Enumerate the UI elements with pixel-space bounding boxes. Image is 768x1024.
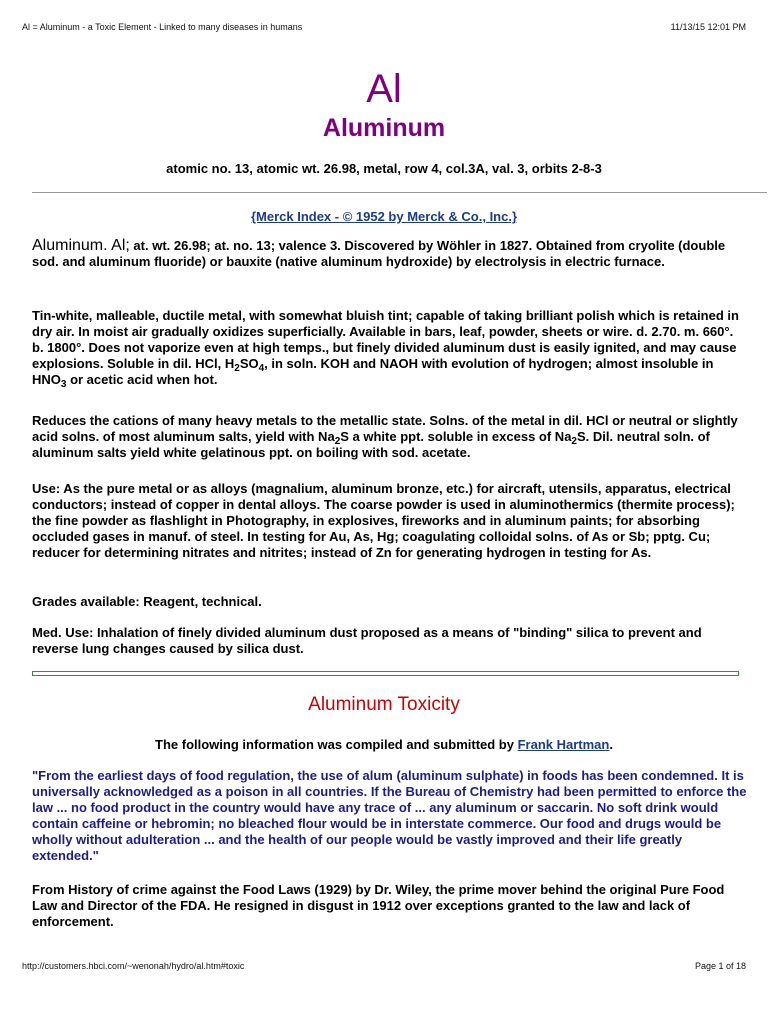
merck-index-link[interactable]: {Merck Index - © 1952 by Merck & Co., Inc.}	[250, 209, 518, 224]
element-symbol: Al	[366, 67, 402, 111]
print-header	[22, 22, 746, 32]
wiley-quote: "From the earliest days of food regulation, the use of alum (aluminum sulphate) in foods has been condemned. It is universally acknowledged as a poison in all countries. If the Bureau of Chemistry had been permitted to enforce the law ... no food product in the country would have any trace of ... any aluminum or saccarin. No soft drink would contain caffeine or hebromin; no bleached flour would be in interstate commerce. Our food and drugs would be wholly without adulteration ... and the health of our people would be vastly improved and their life greatly extended."	[32, 768, 747, 863]
paragraph-use: Use: As the pure metal or as alloys (magnalium, aluminum bronze, etc.) for aircraft, utensils, apparatus, electrical conductors; instead of copper in dental alloys. The coarse powder is used in aluminothermics (thermite process); the fine powder as flashlight in Photography, in explosives, fireworks and in aluminum paints; for absorbing occluded gases in manuf. of steel. In testing for Au, As, Hg; coagulating colloidal solns. of As or Sb; pptg. Cu; reducer for determining nitrates and nitrites; instead of Zn for generating hydrogen in testing for As.	[32, 481, 735, 560]
properties-text: or acetic acid when hot.	[66, 372, 218, 387]
paragraph-reactions	[32, 413, 747, 461]
page-number: Page 1 of 18	[694, 961, 746, 971]
discovery-text: at. wt. 26.98; at. no. 13; valence 3. Discovered by Wöhler in 1827. Obtained from cryolite (double sod. and aluminum fluoride) or bauxite (native aluminum hydroxide) by electrolysis in electric furnace.	[32, 238, 726, 269]
toxicity-heading: Aluminum Toxicity	[308, 694, 460, 715]
compiled-period: .	[609, 737, 613, 752]
subscript: 2	[571, 436, 577, 447]
author-link[interactable]: Frank Hartman	[517, 737, 610, 752]
subscript: 3	[60, 379, 67, 390]
compiled-by-line	[0, 737, 768, 752]
print-datetime: 11/13/15 12:01 PM	[670, 22, 746, 32]
paragraph-properties	[32, 308, 747, 388]
reactions-text: Reduces the cations of many heavy metals to the metallic state. Solns. of the metal in dil. HCl or neutral or slightly acid solns. of most aluminum salts, yield with Na	[32, 413, 738, 444]
atomic-info: atomic no. 13, atomic wt. 26.98, metal, row 4, col.3A, val. 3, orbits 2-8-3	[166, 161, 602, 176]
print-footer	[22, 961, 746, 971]
subscript: 2	[334, 436, 341, 447]
properties-text: SO	[239, 356, 259, 371]
page-title-header: Al = Aluminum - a Toxic Element - Linked to many diseases in humans	[22, 22, 303, 32]
reactions-text: S. Dil. neutral soln. of aluminum salts yield white gelatinous ppt. on boiling with sod. acetate.	[32, 429, 710, 460]
divider	[32, 192, 767, 193]
reactions-text: S a white ppt. soluble in excess of Na	[340, 429, 572, 444]
element-name: Aluminum	[322, 114, 446, 142]
section-divider	[32, 671, 739, 676]
lead-term: Aluminum. Al;	[32, 237, 130, 254]
paragraph-grades: Grades available: Reagent, technical.	[32, 594, 262, 609]
subscript: 2	[234, 363, 240, 374]
paragraph-discovery	[32, 238, 747, 270]
merck-index-line	[0, 209, 768, 224]
paragraph-med-use: Med. Use: Inhalation of finely divided aluminum dust proposed as a means of "binding" silica to prevent and reverse lung changes caused by silica dust.	[32, 625, 702, 656]
properties-text: , in soln. KOH and NAOH with evolution of hydrogen; almost insoluble in HNO	[32, 356, 714, 387]
quote-source: From History of crime against the Food Laws (1929) by Dr. Wiley, the prime mover behind the original Pure Food Law and Director of the FDA. He resigned in disgust in 1912 over exceptions granted to the law and lack of enforcement.	[32, 882, 725, 929]
properties-text: Tin-white, malleable, ductile metal, with somewhat bluish tint; capable of taking brilliant polish which is retained in dry air. In moist air gradually oxidizes superficially. Available in bars, leaf, powder, sheets or wire. d. 2.70. m. 660°. b. 1800°. Does not vaporize even at high temps., but finely divided aluminum dust is easily ignited, and may cause explosions. Soluble in dil. HCl, H	[32, 308, 739, 371]
page-url: http://customers.hbci.com/~wenonah/hydro/al.htm#toxic	[22, 961, 245, 971]
compiled-text: The following information was compiled and submitted by	[155, 737, 518, 752]
subscript: 4	[258, 363, 265, 374]
